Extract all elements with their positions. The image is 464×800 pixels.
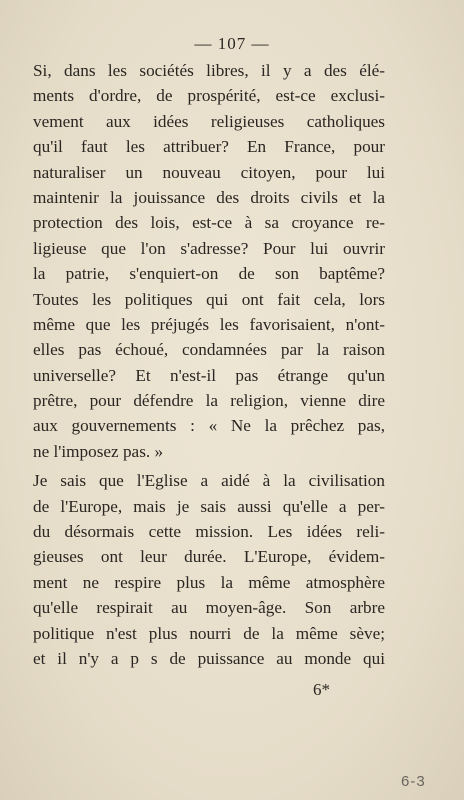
text-line: qu'elle respirait au moyen-âge. Son arbre <box>33 598 385 618</box>
text-line: de l'Europe, mais je sais aussi qu'elle a per- <box>33 496 385 516</box>
page-number: — 107 — <box>194 34 270 53</box>
text-line: naturaliser un nouveau citoyen, pour lui <box>33 162 385 182</box>
text-line: elles pas échoué, condamnées par la raison <box>33 340 385 360</box>
text-line: du désormais cette mission. Les idées reli- <box>33 522 385 542</box>
text-line: Si, dans les sociétés libres, il y a des élé- <box>33 61 385 80</box>
text-line: et il n'y a p s de puissance au monde qui <box>33 648 385 668</box>
signature-mark: 6* <box>313 680 330 699</box>
text-line: qu'il faut les attribuer? En France, pour <box>33 137 385 157</box>
text-line: prêtre, pour défendre la religion, vienne dire <box>33 391 385 411</box>
text-line: ment ne respire plus la même atmosphère <box>33 572 385 592</box>
text-line: protection des lois, est-ce à sa croyance re- <box>33 213 385 233</box>
text-line: aux gouvernements : « Ne la prêchez pas, <box>33 416 385 436</box>
text-line: gieuses ont leur durée. L'Europe, évidem- <box>33 547 385 567</box>
paragraph-2 <box>33 468 385 671</box>
text-line: Je sais que l'Eglise a aidé à la civilisation <box>33 471 385 491</box>
paragraph-1 <box>33 58 385 464</box>
text-line: politique n'est plus nourri de la même sève; <box>33 623 385 643</box>
text-line: Toutes les politiques qui ont fait cela, lors <box>33 289 385 309</box>
text-line: la patrie, s'enquiert-on de son baptême? <box>33 264 385 284</box>
text-line: vement aux idées religieuses catholiques <box>33 111 385 131</box>
text-line: ne l'imposez pas. » <box>33 441 164 461</box>
handwritten-margin-note: 6-3 <box>401 773 426 790</box>
body-text <box>33 58 385 671</box>
text-line: même que les préjugés les favorisaient, n'ont- <box>33 314 385 334</box>
text-line: maintenir la jouissance des droits civils et la <box>33 187 385 207</box>
text-line: ments d'ordre, de prospérité, est-ce exclusi- <box>33 86 385 106</box>
text-line: universelle? Et n'est-il pas étrange qu'un <box>33 365 385 385</box>
text-line: ligieuse que l'on s'adresse? Pour lui ouvrir <box>33 238 385 258</box>
